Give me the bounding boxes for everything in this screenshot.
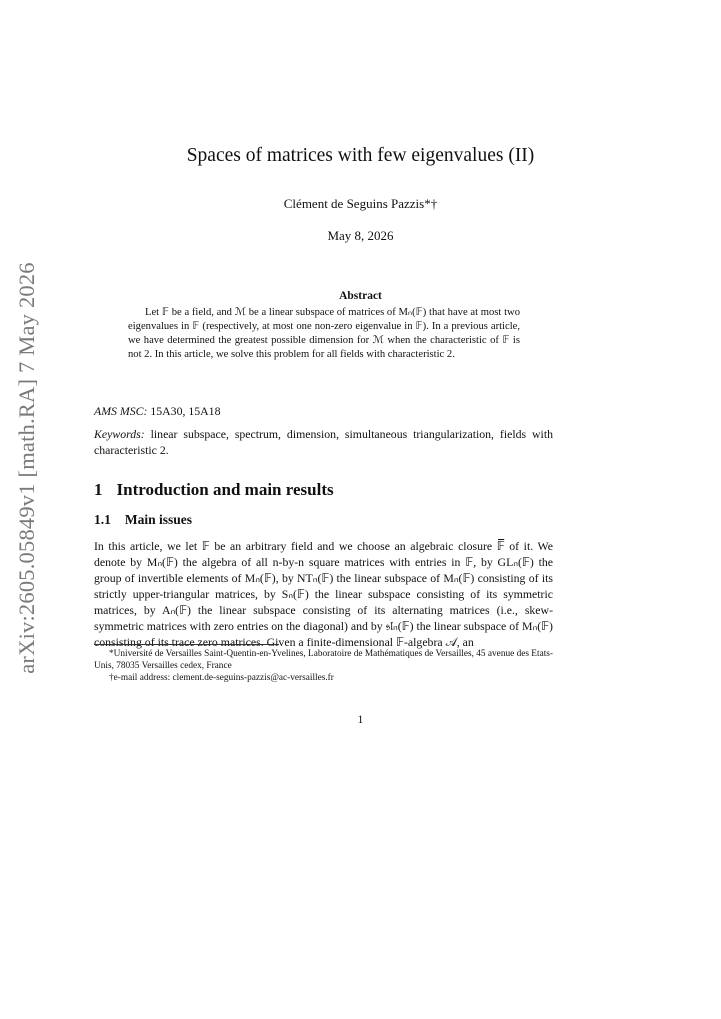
footnote-divider bbox=[94, 644, 279, 645]
msc-label: AMS MSC: bbox=[94, 404, 148, 418]
arxiv-identifier-text: arXiv:2605.05849v1 [math.RA] 7 May 2026 bbox=[14, 261, 40, 674]
abstract-heading: Abstract bbox=[339, 290, 382, 302]
author-name: Clément de Seguins Pazzis*† bbox=[283, 196, 438, 211]
subsection-number: 1.1 bbox=[94, 512, 111, 527]
subsection-title: Main issues bbox=[124, 512, 193, 527]
section-heading bbox=[94, 480, 554, 500]
msc-value: 15A30, 15A18 bbox=[150, 404, 221, 418]
paper-title: Spaces of matrices with few eigenvalues (II) bbox=[186, 145, 535, 166]
footnote-email: †e-mail address: clement.de-seguins-pazzis@ac-versailles.fr bbox=[109, 673, 334, 683]
page-number: 1 bbox=[357, 712, 364, 726]
footnote-affiliation: *Université de Versailles Saint-Quentin-en-Yvelines, Laboratoire de Mathématiques de Versailles, 45 avenue des Etats-Unis, 78035 Versailles cedex, France bbox=[94, 649, 553, 671]
abstract-text: Let 𝔽 be a field, and ℳ be a linear subspace of matrices of Mₙ(𝔽) that have at most two eigenvalues in 𝔽 (respectively, at most one non-zero eigenvalue in 𝔽). In a previous article, we have determined the greatest possible dimension for ℳ when the characteristic of 𝔽 is not 2. In this article, we solve this problem for all fields with characteristic 2. bbox=[128, 307, 520, 360]
section-title: Introduction and main results bbox=[116, 480, 334, 499]
keywords-value: linear subspace, spectrum, dimension, simultaneous triangularization, fields with characteristic 2. bbox=[94, 427, 554, 457]
footnotes bbox=[94, 648, 553, 684]
arxiv-identifier-stamp bbox=[10, 261, 44, 674]
section-number: 1 bbox=[94, 480, 103, 499]
subsection-heading bbox=[94, 512, 554, 528]
paper-date: May 8, 2026 bbox=[327, 228, 394, 243]
msc-line bbox=[94, 403, 554, 419]
keywords-line bbox=[94, 426, 553, 458]
body-paragraph: In this article, we let 𝔽 be an arbitrary field and we choose an algebraic closure 𝔽̅ of it. We denote by Mₙ(𝔽) the algebra of all n-by-n square matrices with entries in 𝔽, by GLₙ(𝔽) the group of invertible elements of Mₙ(𝔽), by NTₙ(𝔽) the linear subspace of Mₙ(𝔽) consisting of its strictly upper-triangular matrices, by Sₙ(𝔽) the linear subspace consisting of its symmetric matrices, by Aₙ(𝔽) the linear subspace consisting of its alternating matrices (i.e., skew-symmetric matrices with zero entries on the diagonal) and by 𝔰𝔩ₙ(𝔽) the linear subspace of Mₙ(𝔽) consisting of its trace zero matrices. Given a finite-dimensional 𝔽-algebra 𝒜, an bbox=[94, 539, 553, 649]
keywords-label: Keywords: bbox=[94, 427, 145, 441]
